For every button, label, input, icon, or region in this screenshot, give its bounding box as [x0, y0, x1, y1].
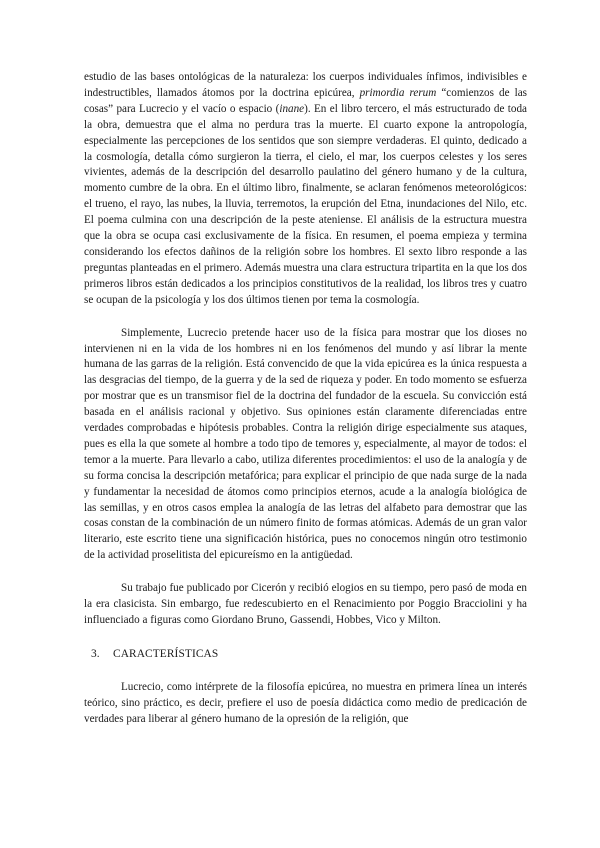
page-content: [84, 70, 527, 728]
paragraph-text: “comienzos de las cosas” para Lucrecio y el vacío o espacio (: [84, 86, 527, 115]
latin-term-inane: inane: [279, 102, 305, 115]
paragraph-lucretius-purpose: Simplemente, Lucrecio pretende hacer uso de la física para mostrar que los dioses no intervienen ni en la vida de los hombres ni en los fenómenos del mundo y así librar la mente humana de las garras de la religión. Está convencido de que la vida epicúrea es la única respuesta a las desgracias del tiempo, de la guerra y de la sed de riqueza y poder. En todo momento se esfuerza por mostrar que es un transmisor fiel de la doctrina del fundador de la escuela. Su convicción está basada en el análisis racional y objetivo. Sus opiniones están claramente diferenciadas entre verdades comprobadas e hipótesis probables. Contra la religión dirige especialmente sus ataques, pues es ella la que somete al hombre a todo tipo de temores y, especialmente, al mayor de todos: el temor a la muerte. Para llevarlo a cabo, utiliza diferentes procedimientos: el uso de la analogía y de su forma concisa la descripción metafórica; para explicar el principio de que nada surge de la nada y fundamentar la necesidad de átomos como principios eternos, acude a la analogía biológica de las semillas, y en otros casos emplea la analogía de las letras del alfabeto para demostrar que las cosas constan de la combinación de un número finito de formas atómicas. Además de un gran valor literario, este escrito tiene una significación histórica, pues no conocemos ningún otro testimonio de la actividad proselitista del epicureísmo en la antigüedad.: [84, 326, 527, 562]
paragraph-reception: Su trabajo fue publicado por Cicerón y recibió elogios en su tiempo, pero pasó de moda en la era clasicista. Sin embargo, fue redescubierto en el Renacimiento por Poggio Bracciolini y ha influenciado a figuras como Giordano Bruno, Gassendi, Hobbes, Vico y Milton.: [84, 582, 527, 626]
paragraph-text: ). En el libro tercero, el más estructurado de toda la obra, demuestra que el alma no perdura tras la muerte. El cuarto expone la antropología, especialmente las percepciones de los sentidos que son siempre verdaderas. El quinto, dedicado a la cosmología, detalla cómo surgieron la tierra, el cielo, el mar, los cuerpos celestes y los seres vivientes, además de la descripción del desarrollo paulatino del género humano y de la cultura, momento cumbre de la obra. En el último libro, finalmente, se aclaran fenómenos meteorológicos: el trueno, el rayo, las nubes, la lluvia, terremotos, la erupción del Etna, inundaciones del Nilo, etc. El poema culmina con una descripción de la peste ateniense. El análisis de la estructura muestra que la obra se ocupa casi exclusivamente de la física. En resumen, el poema empieza y termina considerando los efectos dañinos de la religión sobre los hombres. El sexto libro responde a las preguntas planteadas en el primero. Además muestra una clara estructura tripartita en la que los dos primeros libros están dedicados a los principios constitutivos de la realidad, los libros tres y cuatro se ocupan de la psicología y los dos últimos tienen por tema la cosmología.: [84, 102, 527, 306]
paragraph-text: estudio de las bases ontológicas de la naturaleza: los cuerpos individuales ínfimos, indivisibles e indestructibles, llamados átomos por la doctrina epicúrea,: [84, 71, 527, 99]
paragraph-characteristics: Lucrecio, como intérprete de la filosofía epicúrea, no muestra en primera línea un interés teórico, sino práctico, es decir, prefiere el uso de poesía didáctica como medio de predicación de verdades para liberar al género humano de la opresión de la religión, que: [84, 680, 527, 725]
section-title: CARACTERÍSTICAS: [113, 647, 219, 660]
section-heading: [84, 647, 527, 663]
section-number: 3.: [91, 647, 100, 660]
paragraph-atoms-and-books: [84, 70, 527, 309]
latin-term-primordia-rerum: primordia rerum: [359, 86, 437, 99]
